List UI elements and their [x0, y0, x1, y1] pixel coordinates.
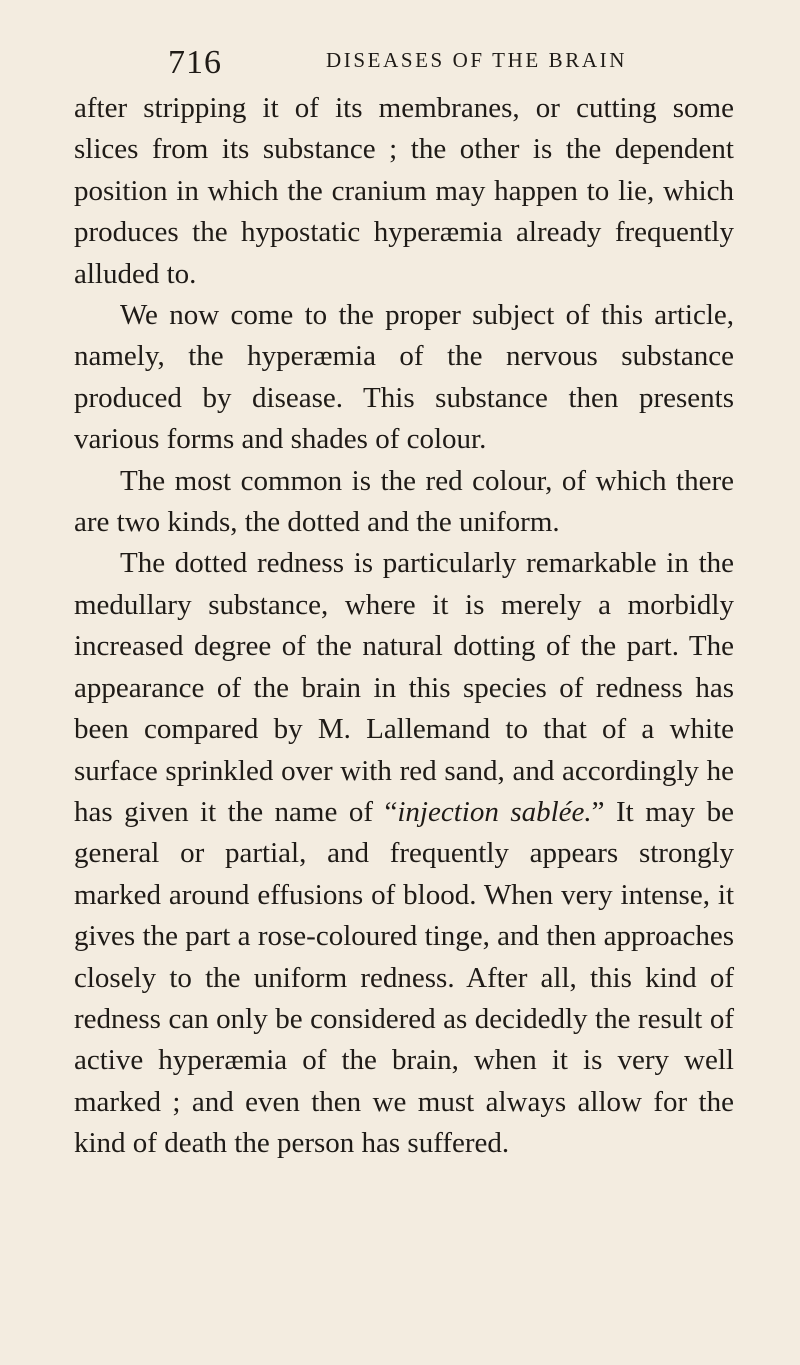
body-text: [74, 88, 734, 1165]
paragraph-subject: We now come to the proper subject of this article, namely, the hyperæmia of the nervous substance produced by disease. This substance then presents various forms and shades of colour.: [74, 299, 734, 456]
paragraph-red-colour: The most common is the red colour, of which there are two kinds, the dotted and the uniform.: [74, 464, 734, 539]
paragraph-continuation: after stripping it of its membranes, or cutting some slices from its substance ; the other is the dependent position in which the cranium may happen to lie, which produces the hypostatic hyperæmia already frequently alluded to.: [74, 92, 734, 290]
running-title: DISEASES OF THE BRAIN: [326, 48, 627, 72]
running-head: [74, 0, 734, 81]
dotted-redness-text-before: The dotted redness is particularly remarkable in the medullary substance, where it is merely a morbidly increased degree of the natural dotting of the part. The appearance of the brain in this species of redness has been compared by M. Lallemand to that of a white surface sprinkled over with red sand, and accordingly he has given it the name of “: [74, 547, 734, 828]
dotted-redness-text-after: ” It may be general or partial, and frequently appears strongly marked around effusions of blood. When very intense, it gives the part a rose-coloured tinge, and then approaches closely to the uniform redness. After all, this kind of redness can only be considered as decidedly the result of active hyperæmia of the brain, when it is very well marked ; and even then we must always allow for the kind of death the person has suffered.: [74, 795, 734, 1160]
paragraph-dotted-redness: [74, 543, 734, 1164]
italic-term: injection sablée.: [397, 795, 592, 828]
page-number: 716: [168, 44, 222, 81]
